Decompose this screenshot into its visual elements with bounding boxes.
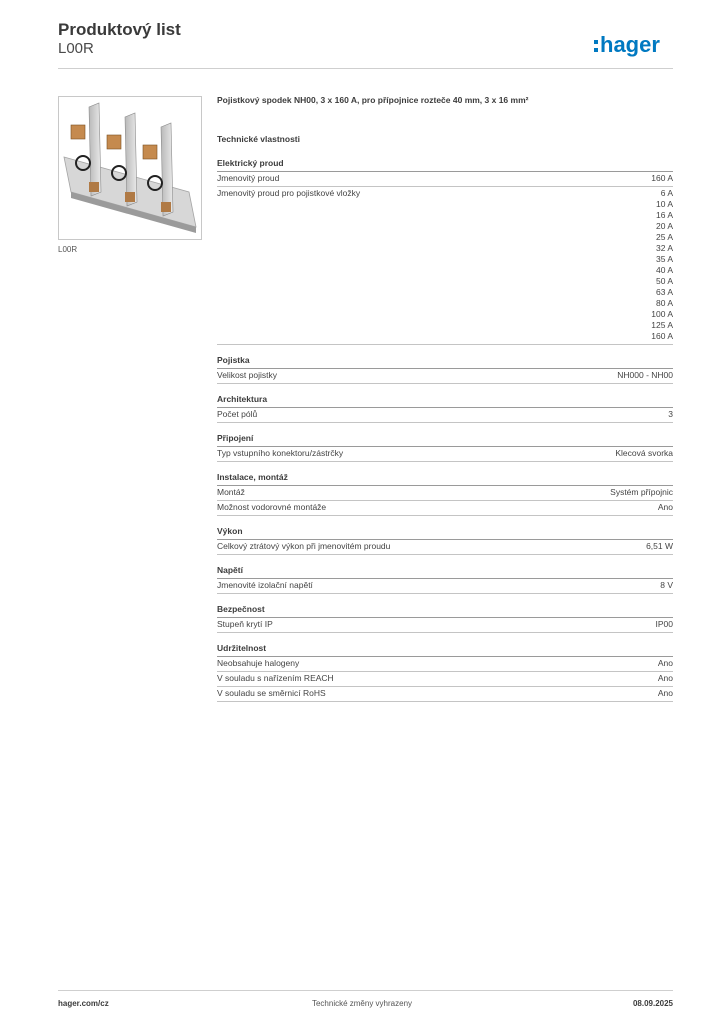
spec-label: Stupeň krytí IP [217, 619, 273, 629]
spec-row [217, 540, 673, 555]
page-title: Produktový list [58, 20, 181, 39]
section-title: Pojistka [217, 355, 673, 369]
spec-section [217, 394, 673, 423]
spec-value: Ano [657, 502, 673, 512]
spec-value: 125 A [651, 320, 673, 330]
spec-row [217, 172, 673, 187]
section-title: Instalace, montáž [217, 472, 673, 486]
spec-row [217, 447, 673, 462]
spec-section [217, 433, 673, 462]
product-code: L00R [58, 40, 94, 57]
spec-label: Jmenovitý proud [217, 173, 280, 183]
spec-label: Neobsahuje halogeny [217, 658, 300, 668]
spec-values [617, 370, 673, 381]
spec-value: 8 V [660, 580, 673, 590]
spec-section [217, 604, 673, 633]
spec-row [217, 687, 673, 702]
spec-label: V souladu s nařízením REACH [217, 673, 334, 683]
spec-row [217, 672, 673, 687]
footer-notice: Technické změny vyhrazeny [311, 999, 413, 1008]
footer-date: 08.09.2025 [632, 999, 673, 1008]
spec-value: 25 A [655, 232, 673, 242]
spec-values [658, 658, 673, 669]
spec-value: Systém přípojnic [610, 487, 673, 497]
section-title: Architektura [217, 394, 673, 408]
spec-value: IP00 [655, 619, 673, 629]
spec-value: 100 A [651, 309, 673, 319]
spec-value: 6,51 W [646, 541, 673, 551]
spec-value: 32 A [655, 243, 673, 253]
spec-content [217, 94, 673, 712]
spec-label: Jmenovitý proud pro pojistkové vložky [217, 188, 361, 198]
section-title: Udržitelnost [217, 643, 673, 657]
spec-row [217, 657, 673, 672]
product-image [58, 96, 202, 240]
spec-values [668, 409, 673, 420]
spec-value: 160 A [651, 173, 673, 183]
spec-label: Montáž [217, 487, 245, 497]
spec-section [217, 355, 673, 384]
spec-values [656, 619, 674, 630]
spec-value: NH000 - NH00 [617, 370, 673, 380]
spec-label: Jmenovité izolační napětí [217, 580, 313, 590]
tech-heading: Technické vlastnosti [217, 134, 300, 144]
spec-section [217, 158, 673, 345]
spec-values [658, 673, 673, 684]
spec-values [658, 688, 673, 699]
spec-value: 10 A [655, 199, 673, 209]
spec-row [217, 408, 673, 423]
spec-row [217, 501, 673, 516]
section-title: Elektrický proud [217, 158, 673, 172]
spec-row [217, 187, 673, 345]
section-title: Bezpečnost [217, 604, 673, 618]
svg-text:hager: hager [600, 32, 660, 57]
spec-row [217, 486, 673, 501]
hager-logo [594, 28, 674, 58]
spec-value: Ano [657, 688, 673, 698]
spec-value: 63 A [655, 287, 673, 297]
spec-label: Možnost vodorovné montáže [217, 502, 327, 512]
spec-values [610, 487, 673, 498]
spec-section [217, 526, 673, 555]
spec-values [646, 541, 673, 552]
spec-label: Počet pólů [217, 409, 258, 419]
section-title: Výkon [217, 526, 673, 540]
fuse-base-illustration [59, 97, 201, 239]
spec-row [217, 369, 673, 384]
section-title: Připojení [217, 433, 673, 447]
spec-label: Celkový ztrátový výkon při jmenovitém proudu [217, 541, 391, 551]
footer-website: hager.com/cz [58, 999, 109, 1008]
header-divider [58, 68, 673, 69]
spec-values [615, 448, 673, 459]
spec-value: 40 A [655, 265, 673, 275]
spec-value: Ano [657, 658, 673, 668]
spec-section [217, 472, 673, 516]
spec-section [217, 643, 673, 702]
spec-value: 16 A [655, 210, 673, 220]
spec-value: 3 [668, 409, 673, 419]
product-description: Pojistkový spodek NH00, 3 x 160 A, pro přípojnice rozteče 40 mm, 3 x 16 mm² [217, 95, 529, 105]
spec-value: 6 A [660, 188, 673, 198]
spec-label: V souladu se směrnicí RoHS [217, 688, 326, 698]
spec-values [651, 188, 673, 342]
spec-row [217, 618, 673, 633]
spec-sections [217, 158, 673, 702]
spec-label: Typ vstupního konektoru/zástrčky [217, 448, 344, 458]
spec-values [660, 580, 673, 591]
spec-value: Ano [657, 673, 673, 683]
spec-row [217, 579, 673, 594]
image-caption: L00R [58, 245, 78, 254]
spec-value: 80 A [655, 298, 673, 308]
spec-section [217, 565, 673, 594]
spec-value: 160 A [651, 331, 673, 341]
spec-values [651, 173, 673, 184]
spec-values [658, 502, 673, 513]
spec-value: 20 A [655, 221, 673, 231]
spec-value: 50 A [655, 276, 673, 286]
footer-divider [58, 990, 673, 991]
spec-value: 35 A [655, 254, 673, 264]
spec-label: Velikost pojistky [217, 370, 277, 380]
spec-value: Klecová svorka [615, 448, 673, 458]
section-title: Napětí [217, 565, 673, 579]
